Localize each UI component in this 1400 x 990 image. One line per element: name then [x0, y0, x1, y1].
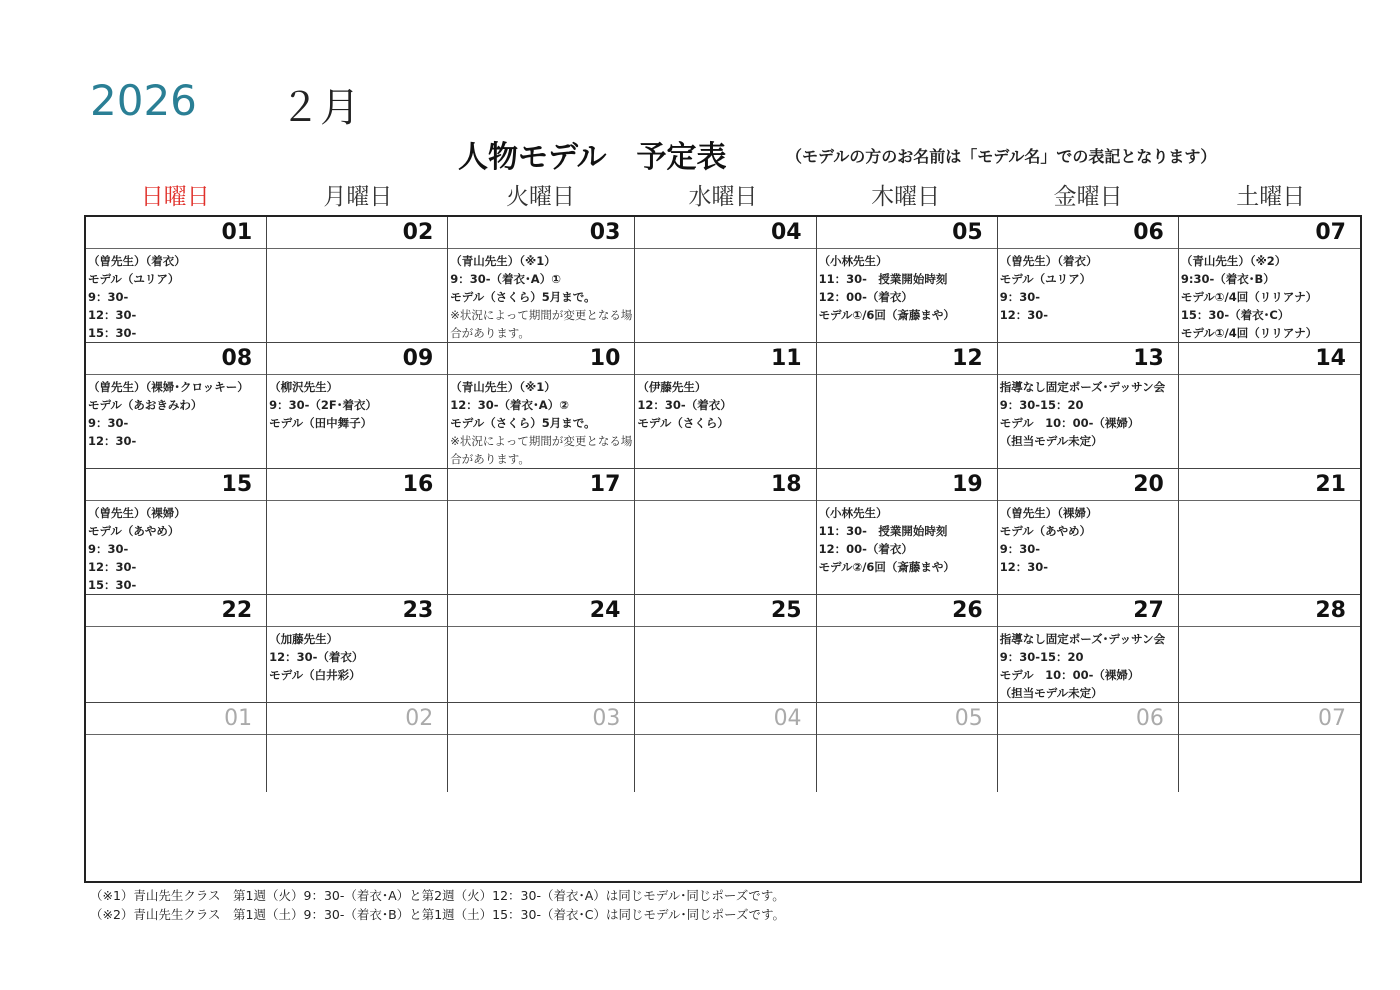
event-line: モデル 10：00-（裸婦）: [999, 416, 1140, 430]
day-number: 27: [998, 595, 1178, 627]
event-line: ※状況によって期間が変更となる場: [450, 308, 633, 322]
footnotes: [90, 886, 785, 924]
event-line: 12：00-（着衣）: [818, 542, 913, 556]
day-number: 02: [267, 217, 447, 249]
day-cell: [1179, 469, 1360, 595]
event-line: モデル 10：00-（裸婦）: [999, 668, 1140, 682]
day-cell: [86, 595, 267, 703]
event-line: 12：30-: [999, 560, 1048, 574]
event-line: モデル①/4回（リリアナ）: [1180, 326, 1318, 340]
day-cell: [998, 217, 1179, 343]
day-cell: [1179, 595, 1360, 703]
day-number: 19: [817, 469, 997, 501]
day-cell: [635, 343, 816, 469]
event-line: 12：30-（着衣）: [269, 650, 364, 664]
year-label: 2026: [90, 76, 197, 125]
day-cell: [998, 469, 1179, 595]
event-line: （伊藤先生）: [637, 380, 707, 394]
day-events: [998, 249, 1178, 324]
day-number: 15: [86, 469, 266, 501]
weekday-header: [84, 178, 1362, 212]
event-line: （小林先生）: [818, 506, 888, 520]
event-line: モデル（さくら）5月まで。: [450, 290, 596, 304]
month-label: ２月: [280, 85, 360, 131]
day-events: [1179, 375, 1360, 378]
day-cell: [1179, 217, 1360, 343]
weekday-sunday: 日曜日: [140, 184, 210, 210]
day-cell: [448, 595, 635, 703]
day-events: [267, 735, 447, 738]
event-line: モデル（ユリア）: [999, 272, 1092, 286]
day-events: [448, 375, 634, 468]
day-events: [1179, 627, 1360, 630]
event-line: 12：30-（着衣）: [637, 398, 732, 412]
day-number: 04: [635, 703, 815, 735]
event-line: 合があります。: [450, 452, 530, 466]
day-events: [817, 627, 997, 630]
day-events: [267, 249, 447, 252]
event-line: （青山先生）（※1）: [450, 380, 556, 394]
day-cell: [86, 217, 267, 343]
event-line: 9：30-: [88, 416, 129, 430]
day-cell: [635, 703, 816, 792]
event-line: 9：30-15：20: [999, 650, 1084, 664]
day-cell: [998, 595, 1179, 703]
day-number: 22: [86, 595, 266, 627]
day-cell: [267, 469, 448, 595]
day-events: [817, 249, 997, 324]
day-cell: [998, 343, 1179, 469]
event-line: 指導なし固定ポーズ･デッサン会: [999, 380, 1166, 394]
day-cell: [448, 343, 635, 469]
day-cell: [448, 469, 635, 595]
day-events: [635, 627, 815, 630]
day-events: [817, 501, 997, 576]
day-number: 08: [86, 343, 266, 375]
day-number: 04: [635, 217, 815, 249]
day-cell: [1179, 703, 1360, 792]
event-line: （加藤先生）: [269, 632, 339, 646]
day-cell: [448, 703, 635, 792]
event-line: 15：30-: [88, 578, 137, 592]
day-events: [1179, 735, 1360, 738]
day-number: 16: [267, 469, 447, 501]
day-cell: [635, 217, 816, 343]
event-line: （曽先生）（裸婦）: [88, 506, 186, 520]
day-cell: [448, 217, 635, 343]
day-events: [86, 501, 266, 594]
day-cell: [817, 217, 998, 343]
day-number: 03: [448, 703, 634, 735]
event-line: （曽先生）（裸婦･クロッキー）: [88, 380, 249, 394]
event-line: （柳沢先生）: [269, 380, 339, 394]
day-cell: [86, 469, 267, 595]
day-events: [86, 627, 266, 630]
event-line: （青山先生）（※1）: [450, 254, 556, 268]
event-line: モデル（ユリア）: [88, 272, 180, 286]
day-events: [998, 501, 1178, 576]
day-events: [267, 501, 447, 504]
event-line: 12：00-（着衣）: [818, 290, 913, 304]
event-line: モデル（白井彩）: [269, 668, 361, 682]
event-line: モデル（さくら）5月まで。: [450, 416, 596, 430]
event-line: 12：30-: [88, 308, 137, 322]
day-number: 01: [86, 703, 266, 735]
event-line: （曽先生）（裸婦）: [999, 506, 1098, 520]
day-cell: [86, 343, 267, 469]
day-number: 02: [267, 703, 447, 735]
day-number: 18: [635, 469, 815, 501]
event-line: 11：30- 授業開始時刻: [818, 524, 948, 538]
day-events: [635, 249, 815, 252]
event-line: 15：30-: [88, 326, 137, 340]
day-events: [998, 375, 1178, 450]
event-line: モデル①/4回（リリアナ）: [1180, 290, 1318, 304]
event-line: （小林先生）: [818, 254, 888, 268]
day-cell: [817, 595, 998, 703]
day-number: 28: [1179, 595, 1360, 627]
day-number: 12: [817, 343, 997, 375]
day-cell: [267, 343, 448, 469]
day-number: 17: [448, 469, 634, 501]
event-line: （担当モデル未定）: [999, 434, 1103, 448]
event-line: 9:30-（着衣･B）: [1180, 272, 1275, 286]
event-line: 9：30-: [999, 290, 1040, 304]
event-line: 11：30- 授業開始時刻: [818, 272, 948, 286]
day-events: [448, 501, 634, 504]
day-number: 09: [267, 343, 447, 375]
day-number: 24: [448, 595, 634, 627]
day-events: [635, 501, 815, 504]
day-events: [86, 375, 266, 450]
weekday-wednesday: 水曜日: [688, 184, 758, 210]
day-events: [817, 375, 997, 378]
day-events: [1179, 501, 1360, 504]
day-events: [448, 627, 634, 630]
name-notation-note: （モデルの方のお名前は「モデル名」での表記となります）: [786, 147, 1217, 166]
day-number: 06: [998, 703, 1178, 735]
footnote-1: （※1）青山先生クラス 第1週（火）9：30-（着衣･A）と第2週（火）12：30-（着衣･A）は同じモデル･同じポーズです。: [90, 888, 785, 903]
day-number: 20: [998, 469, 1178, 501]
weekday-saturday: 土曜日: [1236, 184, 1306, 210]
day-number: 05: [817, 217, 997, 249]
day-number: 07: [1179, 217, 1360, 249]
day-cell: [635, 595, 816, 703]
event-line: モデル①/6回（斎藤まや）: [818, 308, 955, 322]
day-number: 11: [635, 343, 815, 375]
day-cell: [817, 343, 998, 469]
day-cell: [267, 595, 448, 703]
event-line: （青山先生）（※2）: [1180, 254, 1287, 268]
day-events: [998, 627, 1178, 702]
day-number: 14: [1179, 343, 1360, 375]
day-events: [86, 249, 266, 342]
day-events: [267, 627, 447, 684]
weekday-friday: 金曜日: [1053, 184, 1123, 210]
day-cell: [267, 217, 448, 343]
event-line: 15：30-（着衣･C）: [1180, 308, 1290, 322]
calendar-grid: [84, 215, 1362, 883]
event-line: モデル（あおきみわ）: [88, 398, 203, 412]
event-line: モデル（あやめ）: [999, 524, 1092, 538]
event-line: 合があります。: [450, 326, 530, 340]
day-number: 10: [448, 343, 634, 375]
event-line: 9：30-（2F･着衣）: [269, 398, 378, 412]
day-cell: [817, 703, 998, 792]
event-line: 9：30-（着衣･A）①: [450, 272, 561, 286]
event-line: 12：30-（着衣･A）②: [450, 398, 569, 412]
event-line: （担当モデル未定）: [999, 686, 1103, 700]
day-events: [1179, 249, 1360, 342]
day-number: 26: [817, 595, 997, 627]
day-cell: [1179, 343, 1360, 469]
event-line: 12：30-: [88, 434, 137, 448]
day-cell: [998, 703, 1179, 792]
event-line: 9：30-: [88, 542, 129, 556]
event-line: （曽先生）（着衣）: [88, 254, 186, 268]
day-cell: [635, 469, 816, 595]
day-cell: [86, 703, 267, 792]
day-number: 07: [1179, 703, 1360, 735]
event-line: モデル（田中舞子）: [269, 416, 373, 430]
event-line: モデル（さくら）: [637, 416, 729, 430]
event-line: 9：30-: [88, 290, 129, 304]
day-number: 21: [1179, 469, 1360, 501]
day-events: [635, 735, 815, 738]
weekday-tuesday: 火曜日: [505, 184, 575, 210]
event-line: 12：30-: [88, 560, 137, 574]
event-line: モデル（あやめ）: [88, 524, 180, 538]
day-number: 23: [267, 595, 447, 627]
day-events: [817, 735, 997, 738]
event-line: モデル②/6回（斎藤まや）: [818, 560, 955, 574]
day-number: 25: [635, 595, 815, 627]
day-events: [998, 735, 1178, 738]
page-title: 人物モデル 予定表: [458, 140, 727, 175]
day-number: 06: [998, 217, 1178, 249]
day-number: 13: [998, 343, 1178, 375]
event-line: 9：30-: [999, 542, 1040, 556]
footnote-2: （※2）青山先生クラス 第1週（土）9：30-（着衣･B）と第1週（土）15：30-（着衣･C）は同じモデル･同じポーズです。: [90, 907, 785, 922]
event-line: 9：30-15：20: [999, 398, 1084, 412]
event-line: （曽先生）（着衣）: [999, 254, 1098, 268]
weekday-monday: 月曜日: [323, 184, 393, 210]
day-number: 01: [86, 217, 266, 249]
day-cell: [817, 469, 998, 595]
day-events: [635, 375, 815, 432]
day-cell: [267, 703, 448, 792]
weekday-thursday: 木曜日: [871, 184, 941, 210]
day-events: [448, 735, 634, 738]
day-events: [86, 735, 266, 738]
event-line: 指導なし固定ポーズ･デッサン会: [999, 632, 1166, 646]
event-line: ※状況によって期間が変更となる場: [450, 434, 633, 448]
day-number: 03: [448, 217, 634, 249]
day-events: [267, 375, 447, 432]
event-line: 12：30-: [999, 308, 1048, 322]
day-number: 05: [817, 703, 997, 735]
day-events: [448, 249, 634, 342]
